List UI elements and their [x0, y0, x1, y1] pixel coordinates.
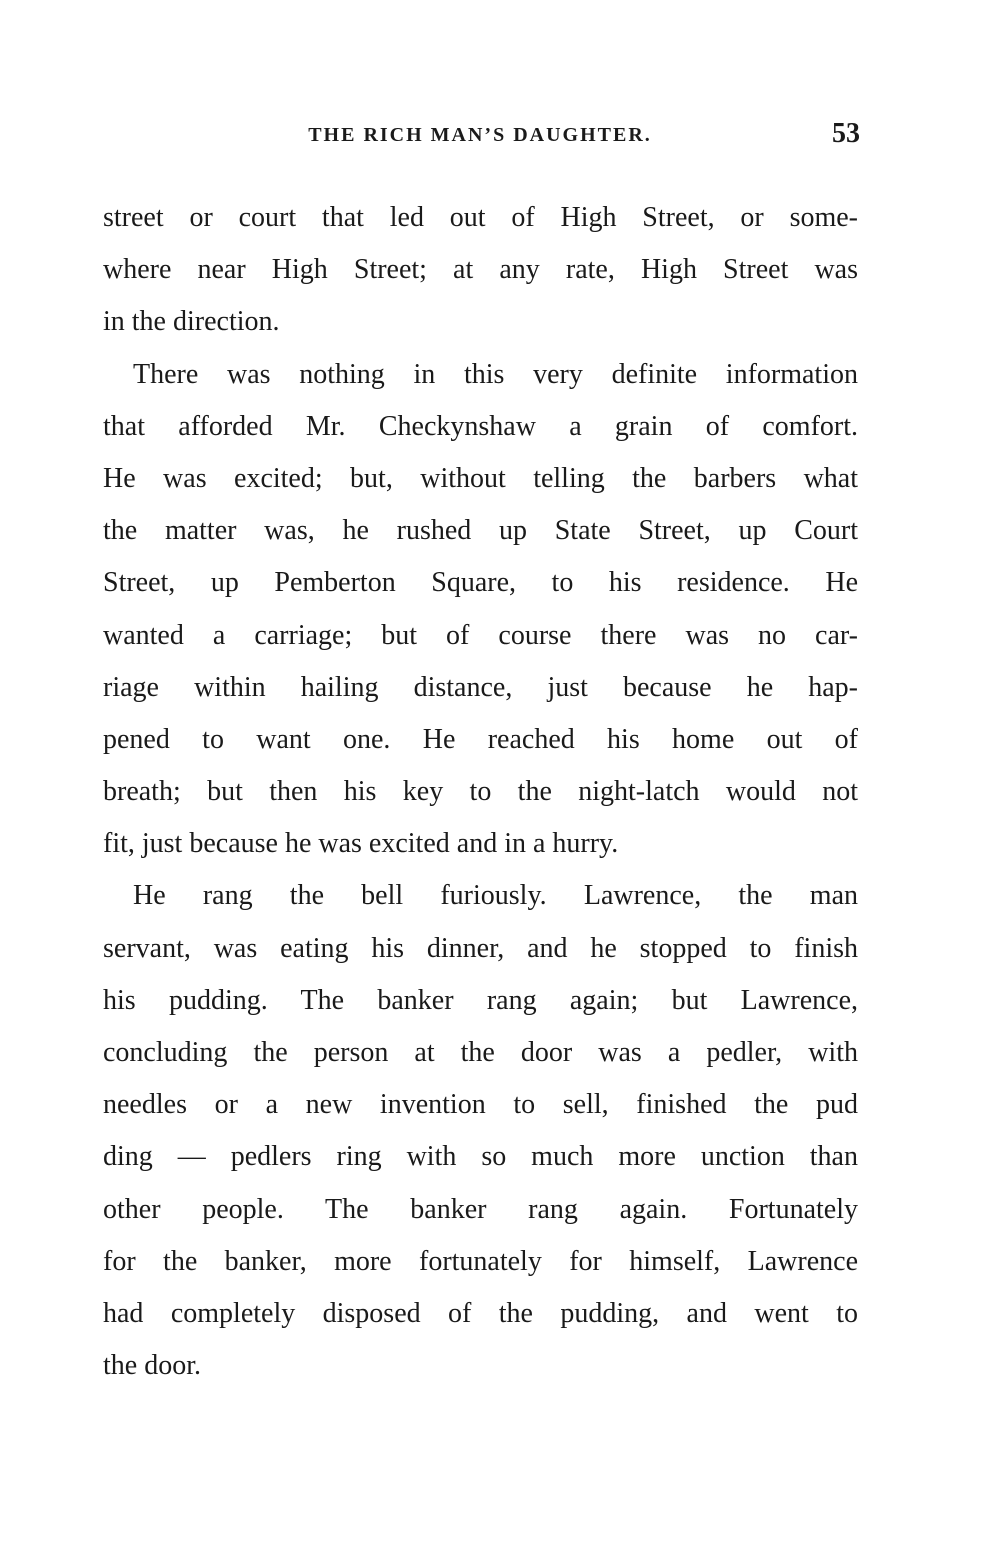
text-line: in the direction.: [103, 306, 280, 338]
text-line: fit, just because he was excited and in a hurry.: [103, 828, 619, 860]
page-number: 53: [832, 118, 860, 149]
text-line: Street, up Pemberton Square, to his residence. He: [103, 567, 858, 599]
text-line: had completely disposed of the pudding, and went to: [103, 1297, 858, 1329]
text-line: the matter was, he rushed up State Street, up Court: [103, 515, 858, 547]
text-line: He was excited; but, without telling the barbers what: [103, 462, 858, 494]
running-title: THE RICH MAN’S DAUGHTER.: [308, 124, 652, 146]
text-line: ding — pedlers ring with so much more unction than: [103, 1141, 858, 1173]
text-line: the door.: [103, 1350, 201, 1382]
text-line: There was nothing in this very definite information: [133, 358, 858, 390]
text-line: street or court that led out of High Street, or some-: [103, 202, 858, 233]
body-text: [103, 192, 858, 1392]
paragraph-2: [103, 349, 858, 871]
text-line: where near High Street; at any rate, High Street was: [103, 254, 858, 286]
running-head: [100, 118, 860, 158]
text-line: concluding the person at the door was a pedler, with: [103, 1037, 858, 1068]
text-line: that afforded Mr. Checkynshaw a grain of comfort.: [103, 410, 858, 442]
text-line: his pudding. The banker rang again; but Lawrence,: [103, 984, 858, 1016]
text-line: for the banker, more fortunately for himself, Lawrence: [103, 1245, 858, 1277]
text-line: other people. The banker rang again. Fortunately: [103, 1193, 858, 1225]
paragraph-1: [103, 192, 858, 349]
text-line: breath; but then his key to the night-latch would not: [103, 776, 858, 808]
text-line: needles or a new invention to sell, finished the pud: [103, 1089, 858, 1121]
text-line: wanted a carriage; but of course there was no car-: [103, 619, 858, 651]
text-line: He rang the bell furiously. Lawrence, the man: [133, 880, 858, 912]
text-line: riage within hailing distance, just because he hap-: [103, 671, 858, 703]
text-line: servant, was eating his dinner, and he stopped to finish: [103, 932, 858, 964]
text-line: pened to want one. He reached his home out of: [103, 723, 858, 755]
paragraph-3: [103, 870, 858, 1392]
